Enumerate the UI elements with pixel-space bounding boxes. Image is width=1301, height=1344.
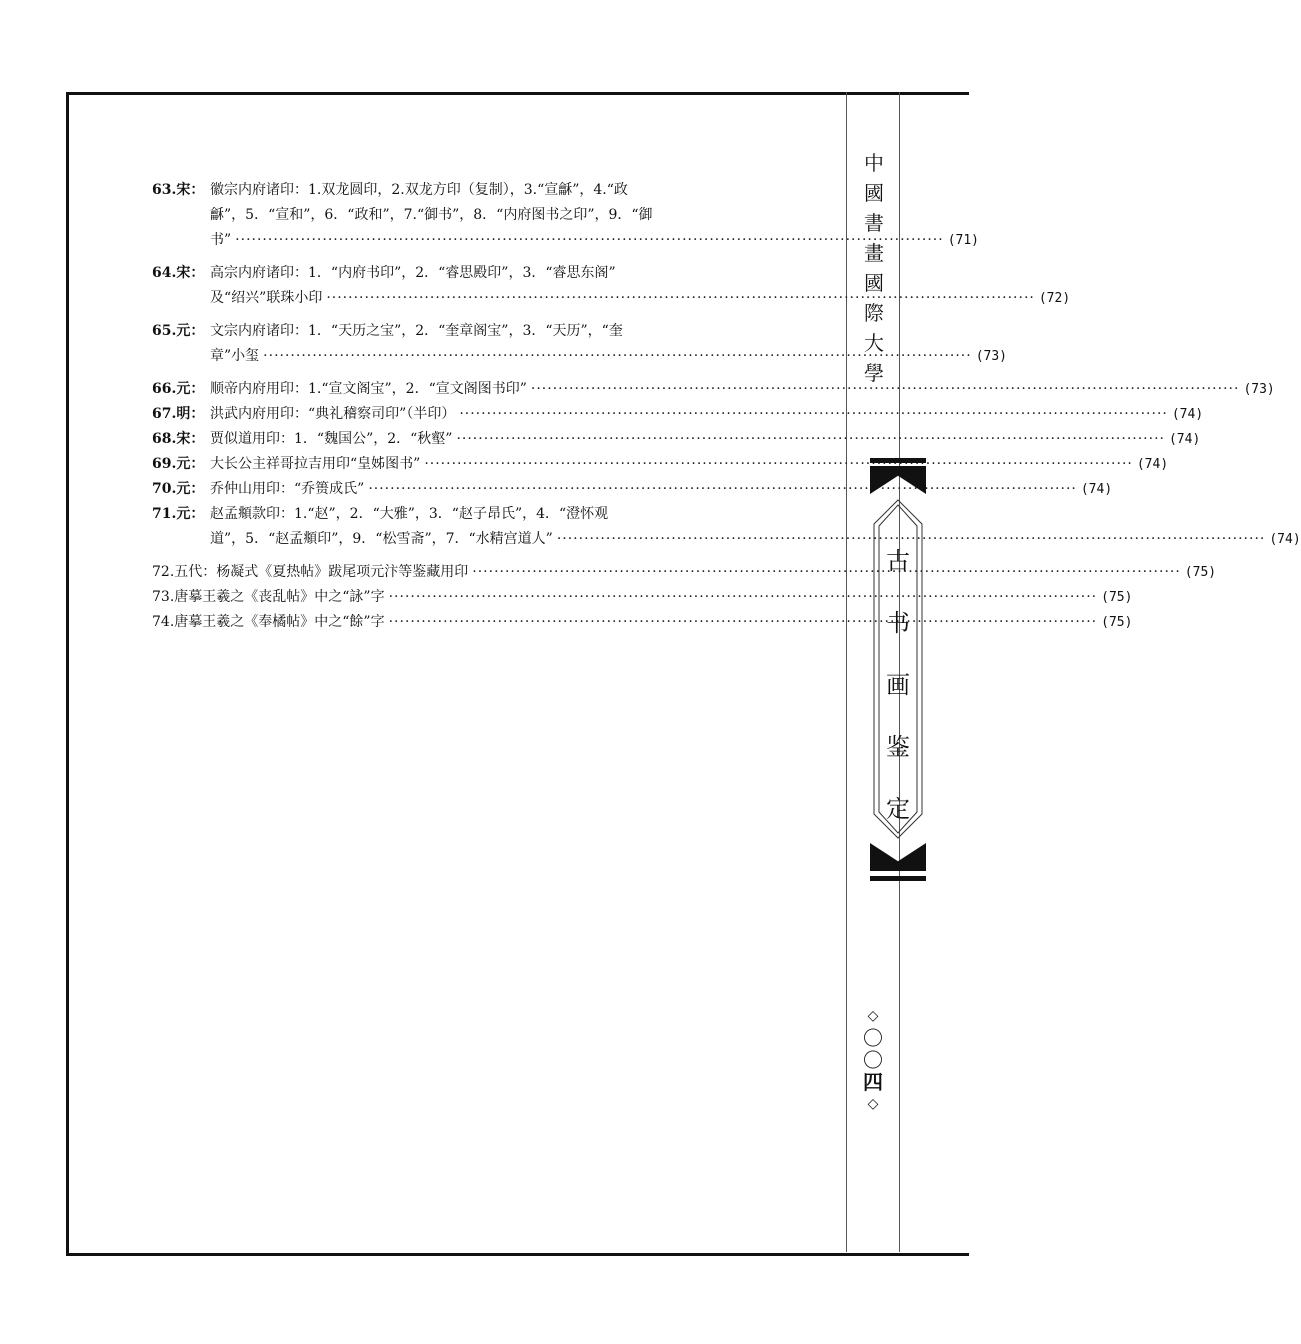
university-char: 學 (864, 361, 884, 385)
toc-entry-body (210, 502, 1301, 552)
toc-line-text: 乔仲山用印：“乔篑成氏” (210, 481, 365, 497)
toc-line-text: 徽宗内府诸印：1.双龙圆印，2.双龙方印（复制），3.“宣龢”，4.“政 (210, 182, 628, 198)
toc-line-text: 书” (210, 232, 232, 248)
toc-line-text: 龢”，5．“宣和”，6．“政和”，7.“御书”，8．“内府图书之印”，9．“御 (210, 207, 653, 223)
toc-line-text: 贾似道用印：1．“魏国公”，2．“秋壑” (210, 431, 453, 447)
toc-line-text: 章”小玺 (210, 348, 260, 364)
toc-entry-number: 64.宋： (152, 265, 205, 281)
toc-entry (152, 560, 1217, 585)
dot-leader (326, 286, 1035, 311)
university-name (859, 148, 889, 388)
toc-page-ref: (75) (1101, 615, 1133, 630)
toc-entry-body (152, 610, 1132, 635)
ornament-bar-top (870, 458, 926, 463)
toc-page-ref: (73) (975, 349, 1008, 364)
toc-entry (152, 402, 1204, 427)
university-char: 書 (864, 211, 884, 235)
toc-line (210, 402, 1203, 427)
ornament-bar-bottom (870, 876, 926, 881)
dot-leader (235, 228, 944, 253)
book-title-panel (872, 498, 924, 840)
toc-page-ref: (71) (947, 233, 980, 248)
dot-leader (456, 427, 1165, 452)
toc-line (210, 377, 1275, 402)
toc-line (152, 585, 1132, 610)
toc-entry-body (210, 427, 1200, 452)
toc-entry (152, 502, 1301, 552)
toc-entry (152, 261, 1071, 311)
page-digit-1: 〇 (863, 1026, 883, 1050)
university-char: 國 (864, 181, 884, 205)
university-char: 中 (864, 151, 884, 175)
toc-entry-number: 68.宋： (152, 431, 205, 447)
toc-entry (152, 319, 1008, 369)
toc-entry-body (152, 585, 1132, 610)
toc-page-ref: (72) (1038, 291, 1071, 306)
toc-line-text: 道”，5．“赵孟頫印”，9．“松雪斋”，7．“水精宫道人” (210, 531, 553, 547)
toc-entry (152, 585, 1133, 610)
page-number (860, 1005, 886, 1115)
toc-entry-number: 66.元： (152, 381, 205, 397)
page-digit-3: 四 (863, 1070, 883, 1094)
book-title-char: 定 (886, 795, 910, 823)
toc-page-ref: (74) (1171, 407, 1204, 422)
university-char: 際 (864, 301, 884, 325)
dot-leader (389, 610, 1098, 635)
toc-entry-number: 70.元： (152, 481, 205, 497)
toc-entry-body (210, 377, 1275, 402)
dot-leader (389, 585, 1098, 610)
university-char: 大 (864, 331, 884, 355)
book-title-char: 画 (886, 671, 910, 699)
toc-line-text: 74.唐摹王羲之《奉橘帖》中之“餘”字 (152, 614, 385, 630)
dot-leader (472, 560, 1181, 585)
toc-entry (152, 610, 1133, 635)
book-title (872, 530, 924, 840)
dot-leader (459, 402, 1168, 427)
toc-line-text: 72.五代：杨凝式《夏热帖》跋尾项元汴等鉴藏用印 (152, 564, 469, 580)
toc-entry-number: 63.宋： (152, 182, 205, 198)
toc-line-text: 73.唐摹王羲之《丧乱帖》中之“詠”字 (152, 589, 385, 605)
toc-entry-body (210, 402, 1203, 427)
toc-page-ref: (75) (1101, 590, 1133, 605)
toc-line (152, 610, 1132, 635)
toc-page-ref: (74) (1136, 457, 1169, 472)
toc-line-text: 赵孟頫款印：1.“赵”，2．“大雅”，3．“赵子昂氏”，4．“澄怀观 (210, 506, 609, 522)
toc-line (152, 560, 1216, 585)
toc-line (210, 286, 1070, 311)
toc-entry (152, 377, 1275, 402)
toc-line-text: 顺帝内府用印：1.“宣文阁宝”，2．“宣文阁图书印” (210, 381, 527, 397)
toc-line (210, 452, 1168, 477)
toc-entry-number: 71.元： (152, 506, 205, 522)
toc-entry-number: 67.明： (152, 406, 205, 422)
dot-leader (424, 452, 1133, 477)
toc-line (210, 427, 1200, 452)
toc-entry-body (152, 560, 1216, 585)
toc-line (210, 502, 1301, 527)
university-char: 畫 (864, 241, 884, 265)
toc-entry-body (210, 452, 1168, 477)
toc-line-text: 及“绍兴”联珠小印 (210, 290, 323, 306)
toc-entry (152, 427, 1201, 452)
diamond-ornament-top: ◇ (867, 1008, 879, 1024)
page-digit-2: 〇 (863, 1048, 883, 1072)
toc-line (210, 477, 1112, 502)
toc-page-ref: (73) (1243, 382, 1275, 397)
diamond-ornament-bottom: ◇ (867, 1096, 879, 1112)
toc-entry-body (210, 477, 1112, 502)
toc-page-ref: (74) (1080, 482, 1113, 497)
dot-leader (368, 477, 1077, 502)
toc-entry-body (210, 261, 1070, 311)
toc-entry (152, 452, 1169, 477)
book-title-char: 书 (886, 609, 910, 637)
book-title-char: 鉴 (886, 733, 910, 761)
toc-line-text: 高宗内府诸印：1．“内府书印”，2．“睿思殿印”，3．“睿思东阁” (210, 265, 616, 281)
toc-line-text: 文宗内府诸印：1．“天历之宝”，2．“奎章阁宝”，3．“天历”，“奎 (210, 323, 623, 339)
toc-line-text: 洪武内府用印：“典礼稽察司印”（半印） (210, 406, 456, 422)
toc-page-ref: (75) (1184, 565, 1217, 580)
university-char: 國 (864, 271, 884, 295)
table-of-contents (152, 178, 1301, 635)
toc-entry-number: 65.元： (152, 323, 205, 339)
toc-line (210, 527, 1301, 552)
toc-entry (152, 477, 1113, 502)
toc-line (210, 261, 1070, 286)
book-title-char: 古 (886, 547, 910, 575)
toc-line-text: 大长公主祥哥拉吉用印“皇姊图书” (210, 456, 421, 472)
toc-page-ref: (74) (1168, 432, 1201, 447)
toc-page-ref: (74) (1269, 532, 1301, 547)
toc-entry-number: 69.元： (152, 456, 205, 472)
toc-entry (152, 178, 980, 253)
